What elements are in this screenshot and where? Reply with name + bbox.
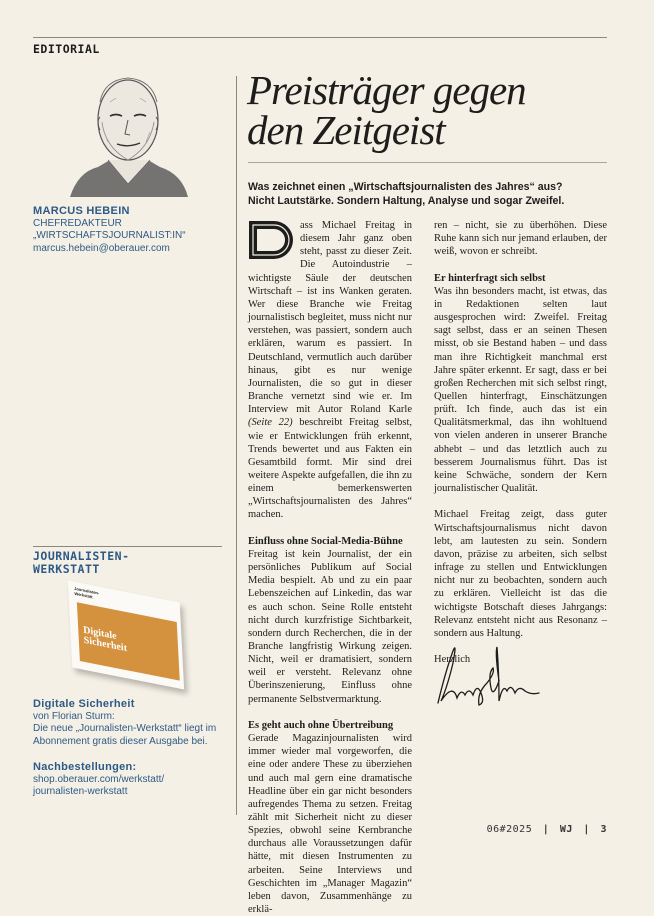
drop-cap-d	[248, 220, 294, 260]
page-reference: (Seite 22)	[248, 417, 293, 429]
magazine-abbrev: WJ	[559, 824, 573, 835]
intro-paragraph	[248, 219, 412, 522]
section-heading: Einfluss ohne Social-Media-Bühne	[248, 535, 403, 547]
book-author: von Florian Sturm:	[33, 710, 115, 722]
title-line2: den Zeitgeist	[247, 107, 445, 153]
sidebar-text	[33, 698, 223, 799]
issue-number: 06#2025	[486, 824, 533, 835]
title-line1: Preisträger gegen	[247, 67, 526, 113]
closing: Herzlich	[434, 654, 471, 666]
book-title: Digitale Sicherheit	[33, 698, 135, 710]
order-label: Nachbestellungen:	[33, 760, 137, 773]
article-column-1	[248, 219, 412, 916]
order-url-line1[interactable]: shop.oberauer.com/werkstatt/	[33, 773, 165, 785]
article-title	[247, 67, 526, 153]
sidebar-heading	[33, 550, 130, 576]
author-email[interactable]: marcus.hebein@oberauer.com	[33, 242, 170, 254]
cover-orange-block	[77, 602, 180, 680]
column-divider	[236, 76, 237, 815]
author-publication: „WIRTSCHAFTSJOURNALIST:IN“	[33, 230, 186, 242]
author-portrait	[60, 72, 195, 197]
book-description: Die neue „Journalisten-Werkstatt“ liegt im Abonnement gratis dieser Ausgabe bei.	[33, 723, 217, 747]
cover-image	[68, 580, 184, 689]
section-label: EDITORIAL	[33, 42, 100, 56]
top-rule	[33, 37, 607, 38]
sidebar-heading-line1: JOURNALISTEN-	[33, 549, 130, 563]
intro-text-end: beschreibt Freitag selbst, wie er Entwicklungen früh erkennt, Trends bewertet und aus Fakten ein Gesamtbild formt. Mir sind drei weitere Aspekte aufgefallen, die ihn zu einem bemerkenswerten „Wirtschaftsjournalisten des Jahres“ machen.	[248, 417, 412, 521]
section-heading: Es geht auch ohne Übertreibung	[248, 719, 394, 731]
cover-title: Digitale Sicherheit	[82, 624, 128, 655]
page-footer: 06#2025 | WJ | 3	[486, 824, 607, 835]
sidebar-heading-line2: WERKSTATT	[33, 562, 100, 576]
sidebar-rule	[33, 546, 222, 547]
lede-line2: Nicht Lautstärke. Sondern Haltung, Analyse und sogar Zweifel.	[248, 195, 565, 207]
cover-brand: Journalisten-Werkstatt	[74, 585, 100, 600]
page-number: 3	[600, 824, 607, 835]
section-text: Was ihn besonders macht, ist etwas, das in Redaktionen selten laut ausgesprochen wird: Zweifel. Freitag sagt selbst, dass er an seinen Thesen misst, ob sie Bestand haben – und dass man ihre Richtigkeit manchmal erst Jahre später erkennt. Er sagt, dass er bei großen Recherchen mit sich selbst ringt, Quellen hinterfragt, Einschätzungen prüft. Ich finde, auch das ist ein Qualitätsmerkmal, das ihn wohltuend von vielen anderen in unserer Branche abhebt – und das letztlich auch zu besserem Journalismus führt. Das ist keine Schwäche, sondern der Kern journalistischer Qualität.	[434, 285, 607, 495]
lede-line1: Was zeichnet einen „Wirtschaftsjournalisten des Jahres“ aus?	[248, 181, 563, 193]
intro-text: ass Michael Freitag in diesem Jahr ganz oben steht, passt zu dieser Zeit. Die Autoindustrie – wichtigste Säule der deutschen Wirtschaft – ist ins Wanken geraten. Wer diese Branche wie Freitag journalistisch begleitet, muss nicht nur verstehen, was passiert, sondern auch erklären, warum es passiert. In Deutschland, vermutlich auch darüber hinaus, gibt es nur wenige Journalisten, die so gut in dieser Branche vernetzt sind wie er. Im Interview mit Autor Roland Karle	[248, 220, 412, 416]
article-lede	[248, 180, 618, 208]
article-column-2	[434, 219, 607, 679]
author-name: MARCUS HEBEIN	[33, 205, 130, 217]
conclusion-paragraph: Michael Freitag zeigt, dass guter Wirtschaftsjournalismus nicht davon lebt, am lautesten zu sein. Sondern davon, präzise zu arbeiten, sich selbst infrage zu stellen und Entwicklungen nicht nur zu beobachten, sondern auch zu erklären. Vielleicht ist das die wichtigste Botschaft dieses Jahrgangs: Relevanz entsteht nicht aus Resonanz – sondern aus Haltung.	[434, 509, 607, 639]
order-url-line2[interactable]: journalisten-werkstatt	[33, 786, 128, 798]
section-text: Freitag ist kein Journalist, der ein persönliches Publikum auf Social Media bespielt. Ab und zu ein paar Lebenszeichen auf Linkedin, das war es auch schon. Seine Rolle entsteht nicht durch kurzfristige Sichtbarkeit, sondern durch Recherchen, die in der Branche langfristig Wirkung zeigen. Nicht, weil er dramatisiert, sondern weil er versteht. Relevanz ohne Überinszenierung, Einfluss ohne permanente Selbstvermarktung.	[248, 548, 412, 705]
title-rule	[248, 162, 607, 163]
section-heading: Er hinterfragt sich selbst	[434, 272, 546, 284]
author-role: CHEFREDAKTEUR	[33, 217, 122, 229]
section-text: Gerade Magazinjournalisten wird immer wieder mal vorgeworfen, die eine oder andere These zu überziehen und auch mal gern eine dramatische Headline über ein gar nicht besonders aufregendes Thema zu setzen. Freitag zählt mit Sicherheit nicht zu dieser Spezies, obwohl seine Kernbranche durchaus alle Voraussetzungen dafür hätte, mit diesen Instrumenten zu arbeiten. Seine Interviews und Geschichten im „Manager Magazin“ leben davon, Zusammenhänge zu erklä-	[248, 733, 412, 916]
author-info	[33, 205, 228, 255]
signature	[433, 643, 548, 708]
section-text-continued: ren – nicht, sie zu überhöhen. Diese Ruhe kann sich nur jemand erlauben, der weiß, wovon er schreibt.	[434, 220, 607, 258]
